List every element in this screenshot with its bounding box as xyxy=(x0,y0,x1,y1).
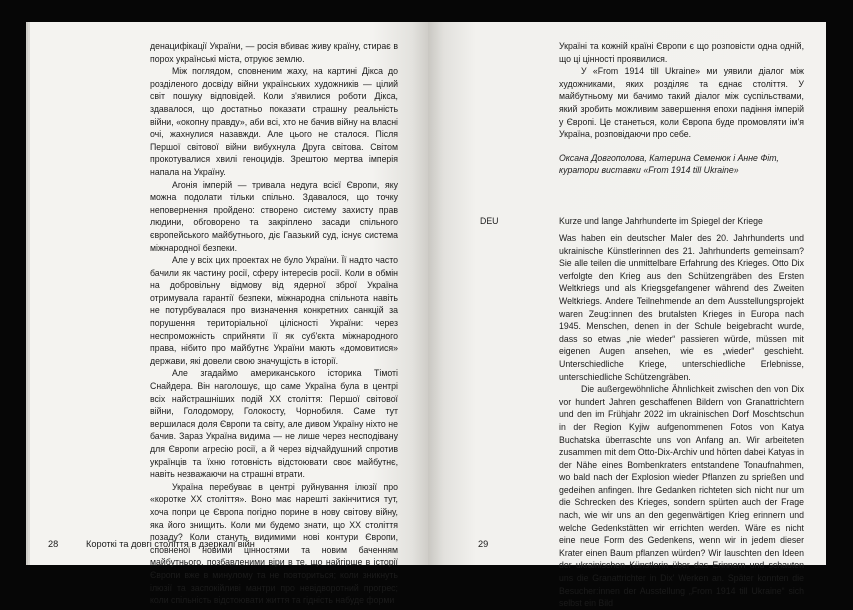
left-paragraph-4: Але у всіх цих проектах не було України. Її надто часто бачили як частину росії, сферу інтересів росії. Коли в обмін на добровільну відмову від ядерної зброї Україна отримувала гарантії безпеки, міжнародна спільнота навіть не потурбувалася про визначення конкретних санкцій за порушення територіальної цілісності України: через неспроможність сприйняти її як суб'єкта міжнародного права, нібито про майбутнє України мають «домовитися» держави, які довели свою значущість в історії. xyxy=(150,255,398,366)
left-page-footer xyxy=(48,538,255,550)
left-paragraph-1: денацифікації України, — росія вбиває живу країну, стирає в порох українські міста, отруює землю. xyxy=(150,41,398,64)
right-paragraph-1: Україні та кожній країні Європи є що розповісти одна одній, що ці цінності проявилися. xyxy=(559,41,804,64)
left-paragraph-6: Україна перебуває в центрі руйнування ілюзії про «коротке XX століття». Воно має нарешті закінчитися тут, хоча попри це Європа погідно порине в нову світову війну, яка його знищить. Коли ми будемо знати, що XX століття позаду? Коли стануть видимими нові контури Європи, сповненої новими цінностями та новим баченням майбутнього, позбавленими віри в те, що найгірше в історії Європи вже в минулому та не повториться; коли зникнуть ілюзії та заспокійливі мантри про невідворотний прогрес; коли спільність відстоювати життя та гідність набуде форми xyxy=(150,481,398,606)
german-paragraph-2: Die außergewöhnliche Ähnlichkeit zwischen den von Dix vor hundert Jahren geschaffenen Bildern von Granattrichtern und den im Frühjahr 2022 im ukrainischen Dorf Moschtschun in der Region Kyjiw aufgenommenen Fotos von Katya Buchatska überraschte uns von Anfang an. Wir arbeiteten zusammen mit dem Otto-Dix-Archiv und hörten dabei Katyas in der Nähe eines Bombenkraters entstandene Tonaufnahmen, wo bald nach der Explosion wieder Pflanzen zu sprießen und gedeihen anfingen. Ihre Gedanken richteten sich nicht nur um die Schrecken des Krieges, sondern spürten auch der Frage nach, wie wir uns an den gegenwärtigen Krieg erinnern und welche Gedenkstätten wir errichten werden. Wäre es nicht eine neue Form des Gedenkens, wenn wir in jedem dieser Krater einen Baum pflanzen würden? Wir lauschten den Ideen der ukrainischen Künstlerin über das Erinnern und schauten uns die Granattrichter in Dix' Werken an. Später konnten die Besucher:innen der Ausstellung „From 1914 till Ukraine“ sich selbst ein Bild xyxy=(559,384,804,609)
left-paragraph-2: Між поглядом, сповненим жаху, на картині Дікса до розділеного досвіду війни українських художників — цілий світ пошуку відповідей. Коли з'явилися роботи Дікса, здавалося, що достатньо показати страшну реальність війни, «окопну правду», аби всі, хто не бачив війну на власні очі, жахнулися назавжди. Але цього не сталося. Після Першої світової війни вибухнула Друга світова. Світом прокотувалися хвилі геноцидів. Зрештою мертва імперія напала на Україну. xyxy=(150,66,398,177)
section-heading-row xyxy=(480,215,763,228)
left-paragraph-3: Агонія імперій — тривала недуга всієї Європи, яку можна подолати тільки спільно. Здавалося, що точку неповернення пройдено: створено систему захисту прав людини, обговорено та закріплено засади спільного європейського майбутнього, діє Гаазький суд, існує система міжнародної безпеки. xyxy=(150,179,398,253)
running-title: Короткі та довгі століття в дзеркалі війн xyxy=(86,539,255,549)
left-paragraph-5: Але згадаймо американського історика Тімоті Снайдера. Він наголошує, що саме Україна була в центрі всіх найстрашніших подій XX століття: Першої світової війни, Голодомору, Голокосту, Чорнобиля. Саме тут вершилася доля Європи та світу, але дивом Україну ніхто не бачив. Зараз Україна видима — не лише через несподівану для Європи агресію росії, а й через відчайдушний спротив українців та їхню готовність відстоювати своє майбутнє, навіть незважаючи на страшні втрати. xyxy=(150,368,398,480)
section-heading: Kurze und lange Jahrhunderte im Spiegel der Kriege xyxy=(559,216,763,226)
language-code: DEU xyxy=(480,216,499,226)
curators-credit: Оксана Довгополова, Катерина Семенюк і Анне Фіт, куратори виставки «From 1914 till Ukraine» xyxy=(559,152,779,176)
left-text-column xyxy=(150,40,398,607)
right-paragraph-2: У «From 1914 till Ukraine» ми уявили діалог між художниками, яких розділяє та єднає століття. У майбутньому ми бачимо такий діалог між суспільствами, який зробить можливим завершення епохи падіння імперій у Європі. Це станеться, коли Європа буде промовляти ім'я Україна, розповідаючи про себе. xyxy=(559,66,804,140)
right-page-footer xyxy=(478,538,488,550)
right-page xyxy=(428,22,826,609)
right-ukrainian-column xyxy=(559,40,804,177)
right-german-column xyxy=(559,232,804,610)
german-paragraph-1: Was haben ein deutscher Maler des 20. Jahrhunderts und ukrainische Künstlerinnen des 21. Jahrhunderts gemeinsam? Sie alle teilen die unmittelbare Erfahrung des Krieges. Otto Dix verfolgte den Krieg aus den Schützengräben des Ersten Weltkriegs und als Kriegsgefangener während des Zweiten Weltkriegs. Andere Teilnehmende an dem Ausstellungsprojekt waren Zeug:innen des brutalsten Krieges in Europa nach 1945. Menschen, denen in der Schule beigebracht wurde, dass so etwas „nie wieder“ passieren würde, müssen mit eigenen Augen ansehen, wie es „wieder“ geschieht. Unterschiedliche Kriege, unterschiedliche Erlebnisse, unterschiedliche Schützengräben. xyxy=(559,233,804,382)
left-page xyxy=(30,22,428,606)
left-page-number: 28 xyxy=(48,539,59,549)
right-page-number: 29 xyxy=(478,539,489,549)
